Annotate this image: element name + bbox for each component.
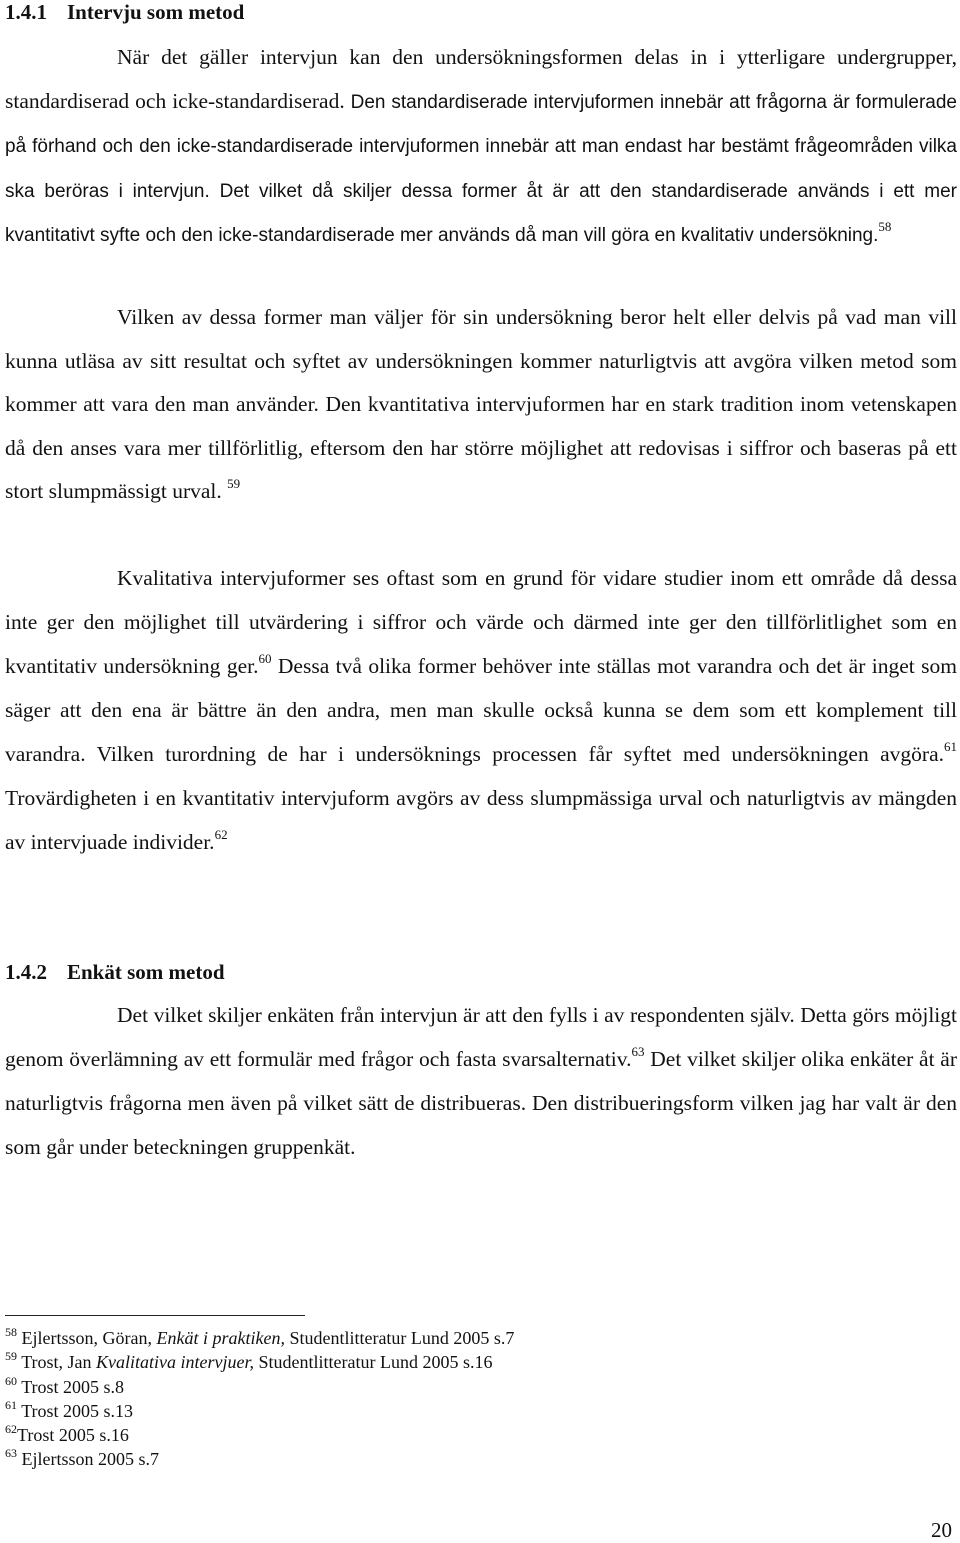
footnote-title: Enkät i praktiken, bbox=[156, 1328, 285, 1348]
footnote-text: Trost 2005 s.16 bbox=[17, 1425, 129, 1446]
paragraph-method-choice bbox=[5, 296, 957, 514]
footnote-ref-60: 60 bbox=[258, 650, 272, 666]
footnote-number: 63 bbox=[5, 1446, 17, 1461]
paragraph-text: Det vilket skiljer olika enkäter åt är naturligtvis frågorna men även på vilket sätt de distribueras. Den distribueringsform vilken jag har valt är den som går under beteckningen gruppenkät. bbox=[5, 1047, 958, 1159]
page-number: 20 bbox=[931, 1518, 952, 1542]
section-number: 1.4.2 bbox=[5, 960, 47, 984]
footnote-60 bbox=[5, 1375, 514, 1399]
paragraph-interview-types bbox=[5, 36, 957, 258]
footnote-number: 60 bbox=[5, 1373, 17, 1388]
paragraph-survey-method bbox=[5, 993, 957, 1169]
footnote-title: Kvalitativa intervjuer, bbox=[96, 1352, 255, 1373]
footnote-number: 59 bbox=[5, 1349, 17, 1364]
paragraph-text: Kvalitativa intervjuformer ses oftast som en grund för vidare studier inom ett område då dessa inte ger den möjlighet till utvärdering i siffror och värde och därmed inte ger den tillförlitlighet som en kvantitativ undersökning ger. bbox=[5, 566, 957, 678]
paragraph-text: Det vilket skiljer enkäten från intervjun är att den fylls i av respondenten själv. Detta görs möjligt genom överlämning av ett formulär med frågor och fasta svarsalternativ. bbox=[5, 1003, 957, 1071]
footnotes bbox=[5, 1326, 514, 1472]
footnote-62 bbox=[5, 1423, 514, 1447]
section-number: 1.4.1 bbox=[5, 0, 47, 24]
section-heading-1-4-1 bbox=[5, 0, 244, 24]
paragraph-text-sans: Den standardiserade intervjuformen innebär att frågorna är formulerade på förhand och den icke-standardiserade intervjuformen innebär att man endast har bestämt frågeområden vilka ska beröras i intervjun. Det vilket då skiljer dessa former åt är att den standardiserade används i ett mer kvantitativt syfte och den icke-standardiserade mer används då man vill göra en kvalitativ undersökning. bbox=[5, 91, 957, 246]
footnote-ref-61: 61 bbox=[944, 738, 957, 754]
footnote-ref-63: 63 bbox=[631, 1043, 645, 1059]
footnote-number: 58 bbox=[5, 1325, 17, 1339]
footnote-text: Trost, Jan bbox=[21, 1352, 97, 1373]
footnote-text: Trost 2005 s.8 bbox=[21, 1376, 125, 1397]
paragraph-text: Vilken av dessa former man väljer för sin undersökning beror helt eller delvis på vad man vill kunna utläsa av sitt resultat och syftet av undersökningen kommer naturligtvis att avgöra vilken metod som kommer att vara den man använder. Den kvantitativa intervjuformen har en stark tradition inom vetenskapen då den anses vara mer tillförlitlig, eftersom den har större möjlighet att redovisas i siffror och baseras på ett stort slumpmässigt urval. bbox=[5, 305, 957, 503]
footnote-58 bbox=[5, 1326, 514, 1350]
footnote-number: 62 bbox=[5, 1422, 17, 1437]
section-heading-1-4-2 bbox=[5, 960, 225, 984]
footnote-ref-58: 58 bbox=[878, 218, 892, 234]
footnote-63 bbox=[5, 1447, 514, 1471]
footnote-text: Ejlertsson 2005 s.7 bbox=[21, 1449, 159, 1470]
footnote-separator bbox=[5, 1315, 305, 1316]
footnote-ref-59: 59 bbox=[227, 475, 241, 491]
footnote-text: Studentlitteratur Lund 2005 s.16 bbox=[254, 1352, 493, 1373]
section-title: Enkät som metod bbox=[67, 960, 225, 984]
section-title: Intervju som metod bbox=[67, 0, 245, 24]
footnote-ref-62: 62 bbox=[214, 826, 228, 842]
footnote-number: 61 bbox=[5, 1397, 17, 1412]
paragraph-text: Trovärdigheten i en kvantitativ intervjuform avgörs av dess slumpmässiga urval och naturligtvis av mängden av intervjuade individer. bbox=[5, 786, 957, 854]
paragraph-text: När det gäller intervjun kan den undersökningsformen delas in i ytterligare undergrupper, standardiserad och icke-standardiserad. bbox=[5, 45, 957, 113]
footnote-61 bbox=[5, 1399, 514, 1423]
paragraph-text: Dessa två olika former behöver inte ställas mot varandra och det är inget som säger att den ena är bättre än den andra, men man skulle också kunna se dem som ett komplement till varandra. Vilken turordning de har i undersöknings processen får syftet med undersökningen avgöra. bbox=[5, 654, 958, 766]
footnote-text: Trost 2005 s.13 bbox=[21, 1400, 134, 1421]
footnote-text: Ejlertsson, Göran, bbox=[21, 1328, 157, 1348]
footnote-59 bbox=[5, 1350, 514, 1374]
footnote-text: Studentlitteratur Lund 2005 s.7 bbox=[284, 1328, 515, 1348]
paragraph-qualitative-forms bbox=[5, 556, 957, 864]
